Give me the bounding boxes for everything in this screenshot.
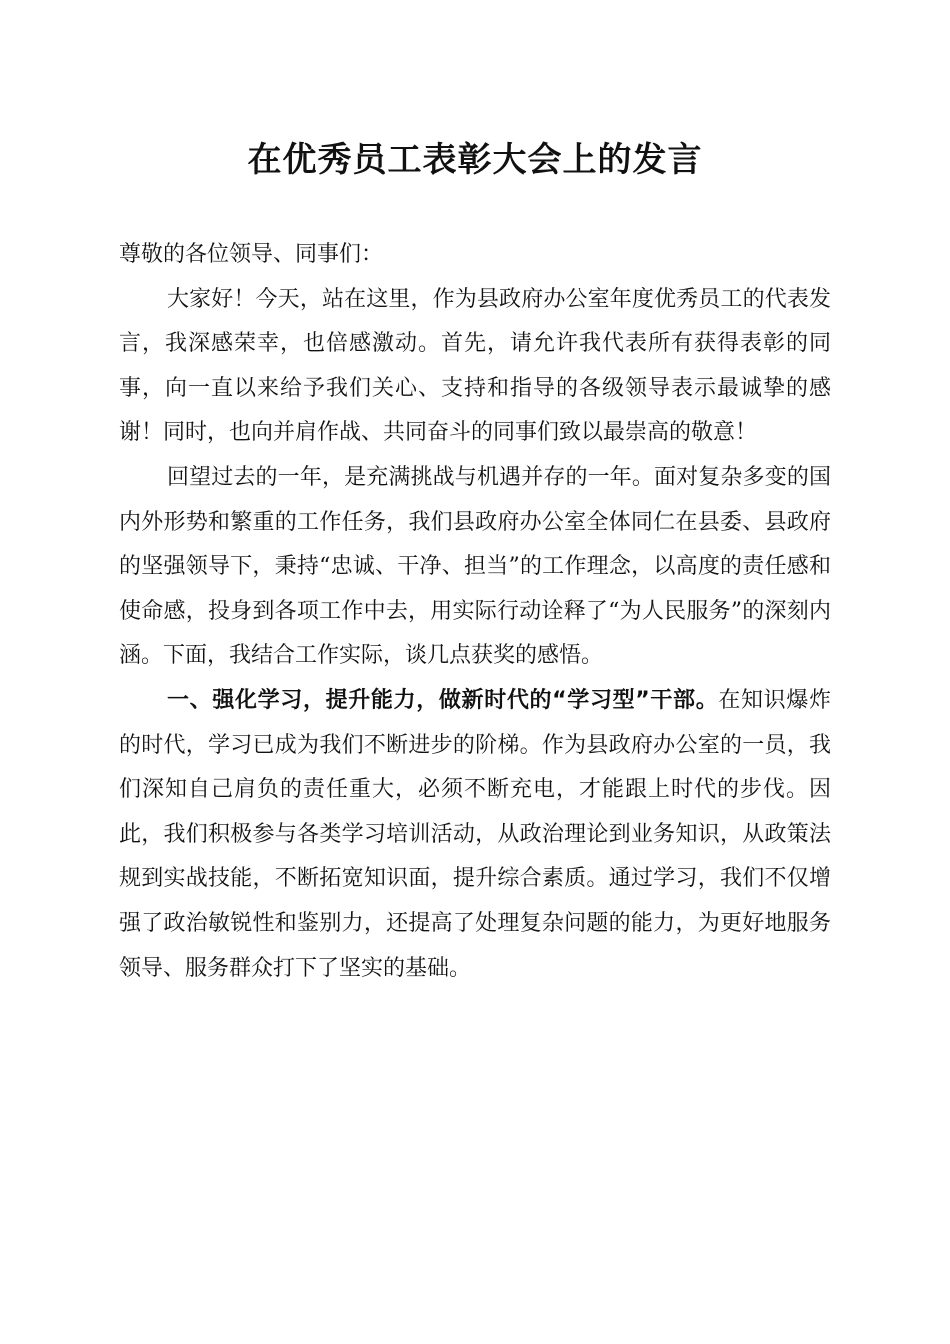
section-1-heading: 一、强化学习，提升能力，做新时代的“学习型”干部。 xyxy=(167,687,719,713)
paragraph-greeting: 大家好！今天，站在这里，作为县政府办公室年度优秀员工的代表发言，我深感荣幸，也倍感激动。首先，请允许我代表所有获得表彰的同事，向一直以来给予我们关心、支持和指导的各级领导表示最诚挚的感谢！同时，也向并肩作战、共同奋斗的同事们致以最崇高的敬意！ xyxy=(119,286,831,446)
document-body xyxy=(119,233,831,991)
paragraph-review: 回望过去的一年，是充满挑战与机遇并存的一年。面对复杂多变的国内外形势和繁重的工作任务，我们县政府办公室全体同仁在县委、县政府的坚强领导下，秉持“忠诚、干净、担当”的工作理念，以高度的责任感和使命感，投身到各项工作中去，用实际行动诠释了“为人民服务”的深刻内涵。下面，我结合工作实际，谈几点获奖的感悟。 xyxy=(119,464,831,669)
salutation: 尊敬的各位领导、同事们： xyxy=(119,242,384,267)
document-title: 在优秀员工表彰大会上的发言 xyxy=(247,140,703,180)
section-1-text: 在知识爆炸的时代，学习已成为我们不断进步的阶梯。作为县政府办公室的一员，我们深知自己肩负的责任重大，必须不断充电，才能跟上时代的步伐。因此，我们积极参与各类学习培训活动，从政治理论到业务知识，从政策法规到实战技能，不断拓宽知识面，提升综合素质。通过学习，我们不仅增强了政治敏锐性和鉴别力，还提高了处理复杂问题的能力，为更好地服务领导、服务群众打下了坚实的基础。 xyxy=(119,687,831,981)
section-1-paragraph xyxy=(119,679,831,991)
